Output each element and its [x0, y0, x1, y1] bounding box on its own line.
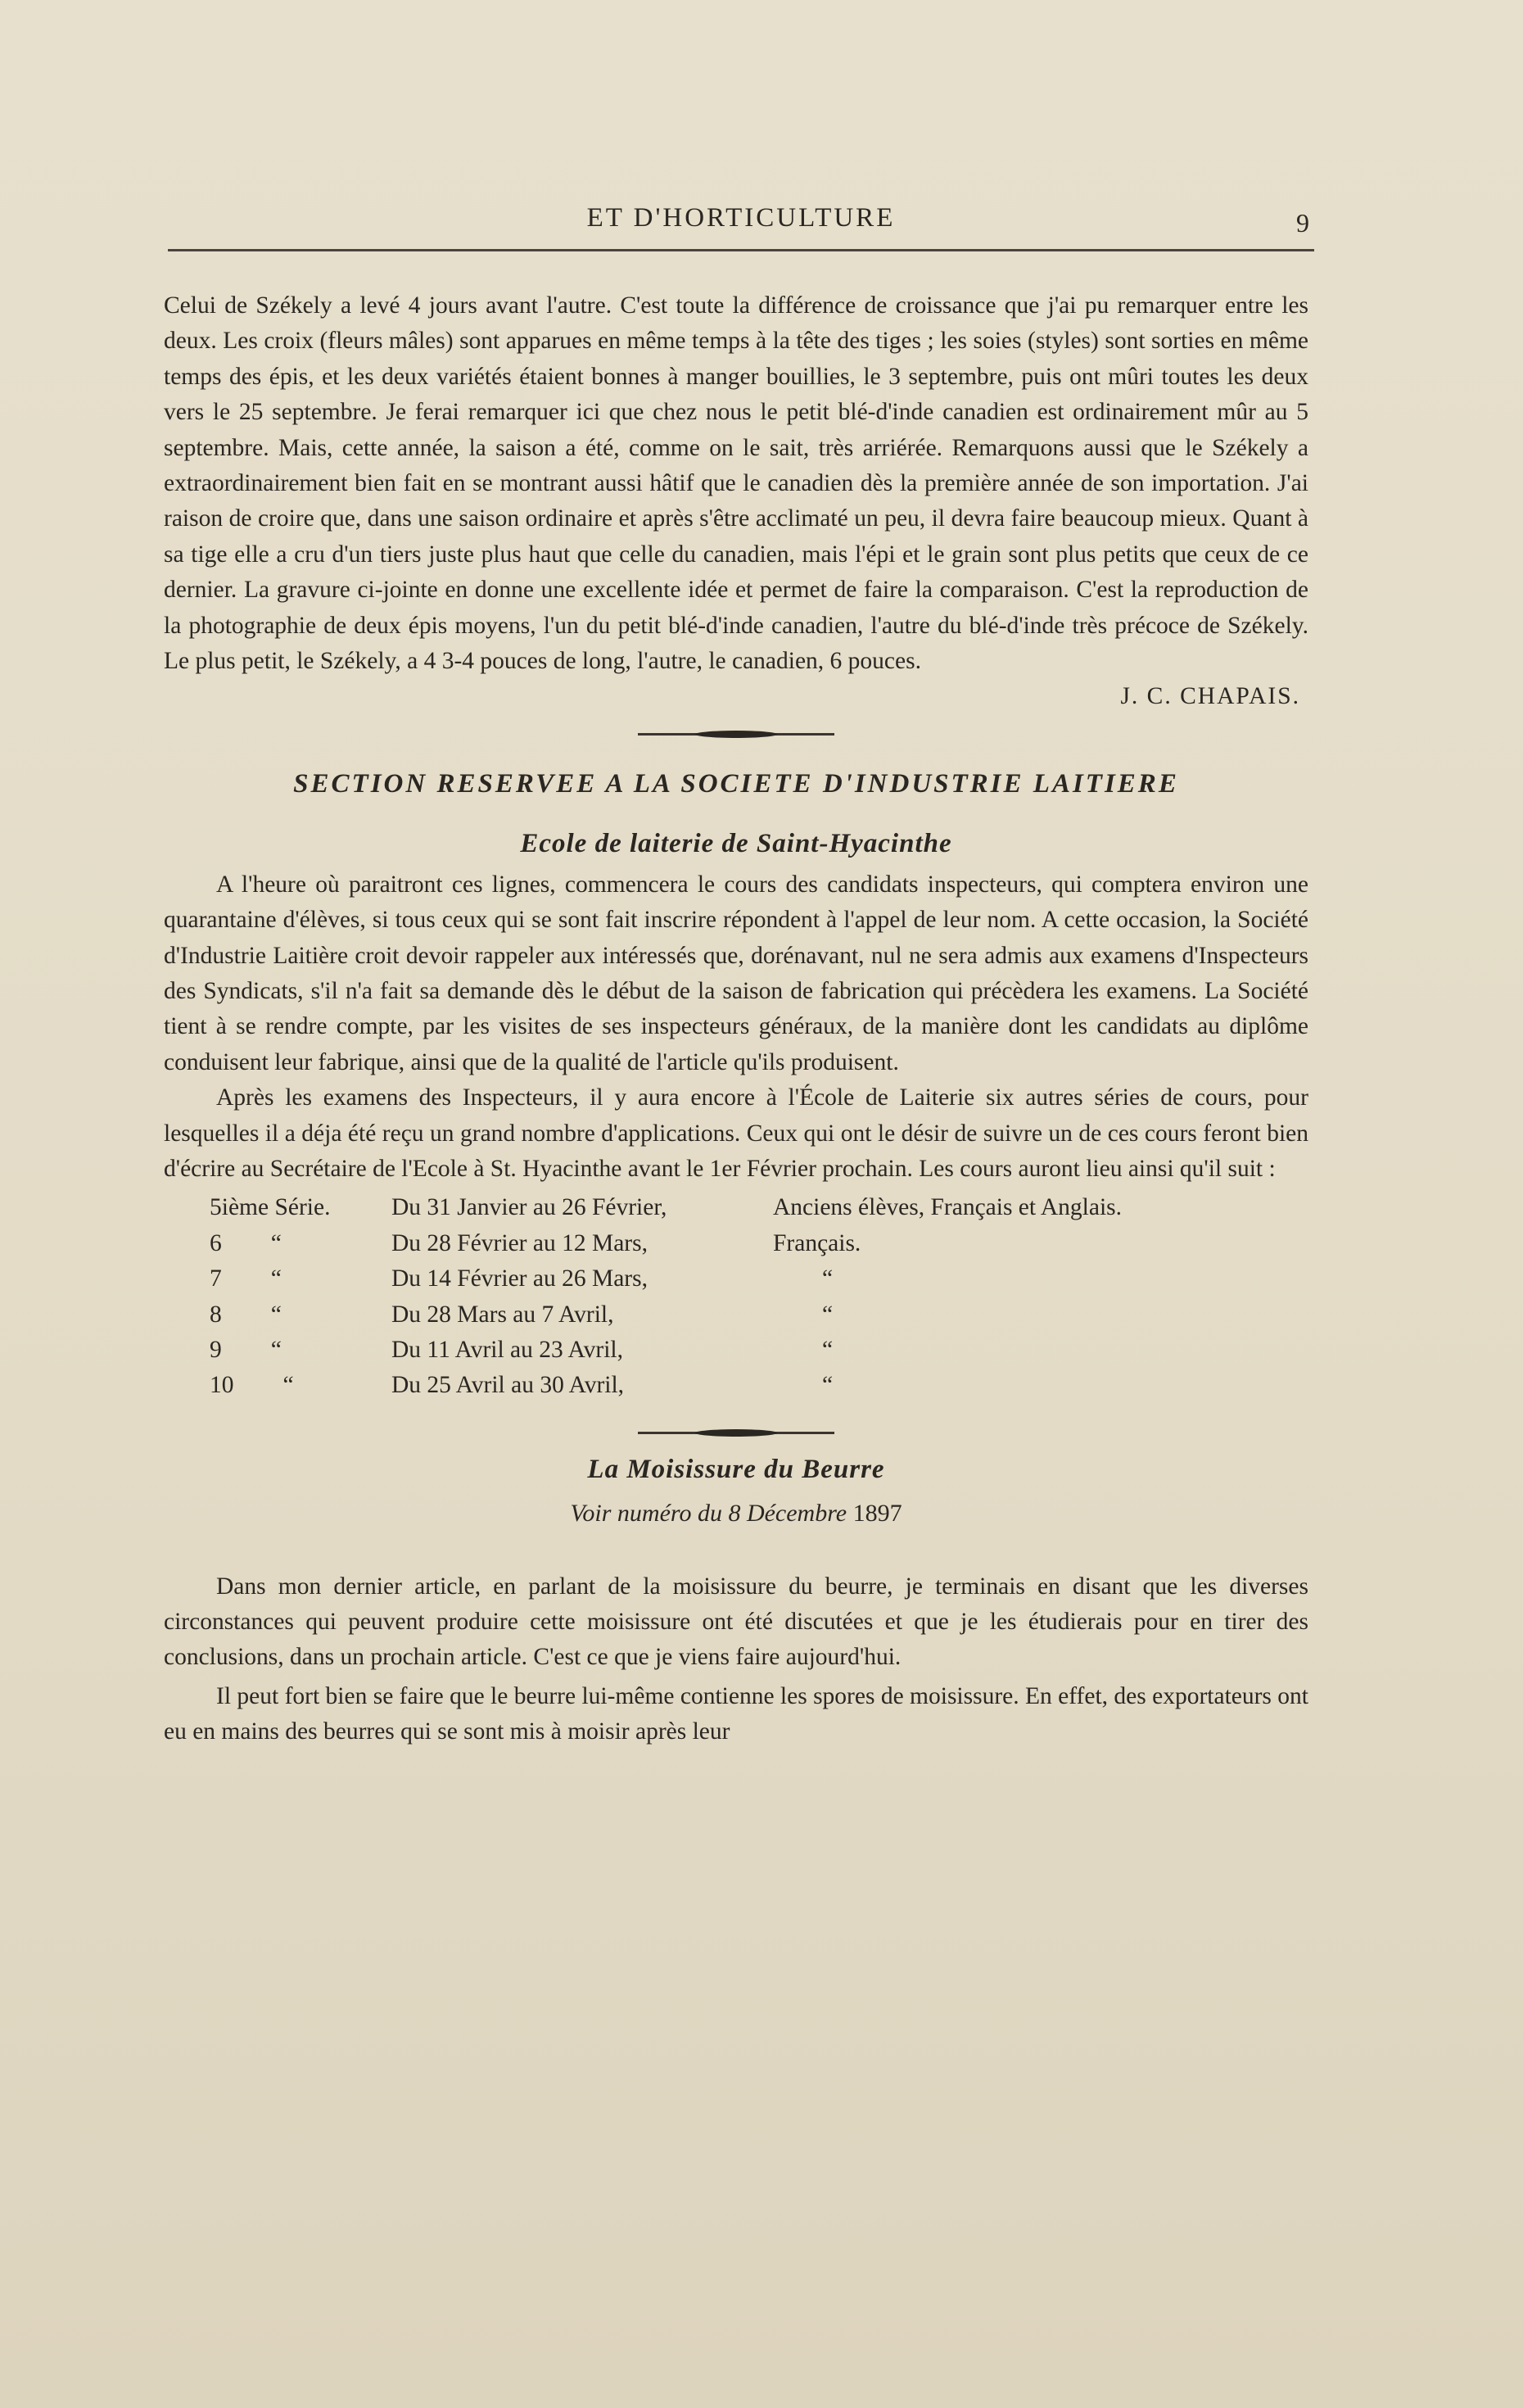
- section-subheading: Ecole de laiterie de Saint-Hyacinthe: [520, 829, 952, 859]
- schedule-language: Anciens élèves, Français et Anglais.: [773, 1194, 1122, 1221]
- schedule-dates: Du 25 Avril au 30 Avril,: [391, 1372, 625, 1399]
- schedule-series: 6: [210, 1229, 222, 1256]
- schedule-ditto: “: [282, 1372, 294, 1399]
- schedule-series: 10: [210, 1372, 234, 1399]
- schedule-series-cell: [210, 1297, 391, 1333]
- reference-text: Voir numéro du 8 Décembre: [570, 1500, 847, 1528]
- section-paragraph-1: A l'heure où paraitront ces lignes, commencera le cours des candidats inspecteurs, qui comptera environ une quarantaine d'élèves, si tous ceux qui se sont fait inscrire répondent à l'appel de leur nom. A cette occasion, la Société d'Industrie Laitière croit devoir rappeler aux intéressés que, dorénavant, nul ne sera admis aux examens d'Inspecteurs des Syndicats, s'il n'a fait sa demande dès le début de la saison de fabrication qui précèdera les examens. La Société tient à se rendre compte, par les visites de ses inspecteurs généraux, de la manière dont les candidats au diplôme conduisent leur fabrique, ainsi que de la qualité de l'article qu'ils produisent.: [164, 871, 1308, 1075]
- article2-paragraph-1: Dans mon dernier article, en parlant de la moisissure du beurre, je terminais en disant que les diverses circonstances qui peuvent produire cette moisissure ont été discutées et que je les étudierais pour en tirer des conclusions, dans un prochain article. C'est ce que je viens faire aujourd'hui.: [164, 1573, 1308, 1671]
- schedule-ditto: “: [270, 1336, 282, 1363]
- page-number: 9: [1296, 208, 1309, 238]
- schedule-row: [210, 1368, 1308, 1403]
- schedule-language: “: [822, 1372, 834, 1399]
- schedule-series: 8: [210, 1301, 222, 1328]
- schedule-dates: Du 28 Mars au 7 Avril,: [391, 1301, 614, 1328]
- course-schedule: [210, 1190, 1308, 1403]
- article2-reference: [164, 1496, 1308, 1531]
- schedule-language: “: [822, 1336, 834, 1363]
- schedule-ditto: “: [270, 1229, 282, 1256]
- schedule-row: [210, 1190, 1308, 1225]
- schedule-row: [210, 1297, 1308, 1333]
- reference-year: 1897: [852, 1500, 902, 1528]
- article1-text: Celui de Székely a levé 4 jours avant l'autre. C'est toute la différence de croissance que j'ai pu remarquer entre les deux. Les croix (fleurs mâles) sont apparues en même temps à la tête des tiges ; les soies (styles) sont sorties en même temps des épis, et les deux variétés étaient bonnes à manger bouillies, le 3 septembre, puis ont mûri toutes les deux vers le 25 septembre. Je ferai remarquer ici que chez nous le petit blé-d'inde canadien est ordinairement mûr au 5 septembre. Mais, cette année, la saison a été, comme on le sait, très arriérée. Remarquons aussi que le Székely a extraordinairement bien fait en se montrant aussi hâtif que le canadien dès la première année de son importation. J'ai raison de croire que, dans une saison ordinaire et après s'être acclimaté un peu, il devra faire beaucoup mieux. Quant à sa tige elle a cru d'un tiers juste plus haut que celle du canadien, mais l'épi et le grain sont plus petits que ceux de ce dernier. La gravure ci-jointe en donne une excellente idée et permet de faire la comparaison. C'est la reproduction de la photographie de deux épis moyens, l'un du petit blé-d'inde canadien, l'autre du blé-d'inde très précoce de Székely. Le plus petit, le Székely, a 4 3-4 pouces de long, l'autre, le canadien, 6 pouces.: [164, 292, 1308, 675]
- section-heading: SECTION RESERVEE A LA SOCIETE D'INDUSTRIE LAITIERE: [293, 768, 1179, 799]
- schedule-series: 7: [210, 1265, 222, 1292]
- schedule-ditto: “: [270, 1301, 282, 1328]
- schedule-dates: Du 14 Février au 26 Mars,: [391, 1265, 648, 1292]
- running-title: ET D'HORTICULTURE: [586, 203, 896, 233]
- schedule-series-cell: [210, 1226, 391, 1261]
- schedule-language: “: [822, 1265, 834, 1292]
- schedule-series-cell: [210, 1368, 391, 1403]
- schedule-dates: Du 28 Février au 12 Mars,: [391, 1229, 648, 1256]
- page-body: [164, 288, 1308, 1750]
- article2-title: La Moisissure du Beurre: [587, 1454, 885, 1484]
- schedule-series-cell: [210, 1261, 391, 1297]
- schedule-series-cell: [210, 1333, 391, 1368]
- schedule-language: Français.: [773, 1229, 861, 1256]
- schedule-dates: Du 31 Janvier au 26 Février,: [391, 1194, 667, 1221]
- schedule-row: [210, 1333, 1308, 1368]
- schedule-ditto: “: [270, 1265, 282, 1292]
- article2-paragraph-2: Il peut fort bien se faire que le beurre lui-même contienne les spores de moisissure. En effet, des exportateurs ont eu en mains des beurres qui se sont mis à moisir après leur: [164, 1682, 1308, 1745]
- ornament-divider: [638, 733, 834, 736]
- schedule-row: [210, 1261, 1308, 1297]
- schedule-row: [210, 1226, 1308, 1261]
- schedule-language: “: [822, 1301, 834, 1328]
- ornament-divider: [638, 1432, 834, 1434]
- schedule-dates: Du 11 Avril au 23 Avril,: [391, 1336, 623, 1363]
- article1-signature: J. C. CHAPAIS.: [1120, 683, 1300, 710]
- running-header: [168, 200, 1314, 251]
- section-paragraph-2: Après les examens des Inspecteurs, il y aura encore à l'École de Laiterie six autres séries de cours, pour lesquelles il a déja été reçu un grand nombre d'applications. Ceux qui ont le désir de suivre un de ces cours feront bien d'écrire au Secrétaire de l'Ecole à St. Hyacinthe avant le 1er Février prochain. Les cours auront lieu ainsi qu'il suit :: [164, 1084, 1308, 1182]
- schedule-series: 9: [210, 1336, 222, 1363]
- schedule-series: 5ième Série.: [210, 1194, 331, 1221]
